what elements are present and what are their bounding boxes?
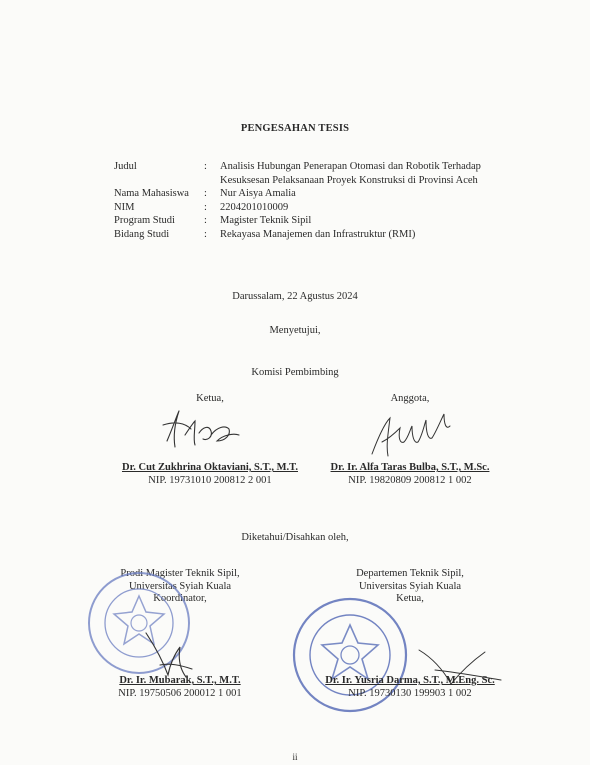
info-label: NIM [114,201,135,213]
chair-signature-icon [155,405,245,455]
info-label: Nama Mahasiswa [114,188,189,200]
info-label: Program Studi [114,215,175,227]
chair-block [100,462,320,487]
left-official-block [80,675,280,700]
right-official-block [305,675,515,700]
page-number: ii [292,752,298,762]
right-official-nip: NIP. 19730130 199903 1 002 [348,687,472,699]
info-colon: : [204,201,207,213]
unit-line: Prodi Magister Teknik Sipil, [120,568,240,579]
unit-line: Universitas Syiah Kuala [128,580,232,592]
info-colon: : [204,161,207,172]
info-label: Bidang Studi [114,228,170,240]
place-date: Darussalam, 22 Agustus 2024 [232,291,358,302]
info-value: Magister Teknik Sipil [220,215,312,227]
info-colon: : [204,215,207,227]
info-value-line: Analisis Hubungan Penerapan Otomasi dan Robotik Terhadap [220,161,481,172]
left-official-name: Dr. Ir. Mubarak, S.T., M.T. [119,675,241,686]
info-value: Nur Aisya Amalia [220,188,296,200]
unit-line: Departemen Teknik Sipil, [356,568,464,579]
member-signature-icon [368,408,458,463]
info-row-field [114,228,530,242]
committee-text: Komisi Pembimbing [251,367,339,378]
member-nip: NIP. 19820809 200812 1 002 [348,474,472,486]
chair-role: Ketua, [196,393,224,404]
info-value-line: Kesuksesan Pelaksanaan Proyek Konstruksi di Provinsi Aceh [220,174,478,186]
info-label: Judul [114,161,137,172]
right-official-name: Dr. Ir. Yusria Darma, S.T., M.Eng. Sc. [325,675,495,686]
info-value [220,160,530,187]
approve-text: Menyetujui, [269,325,321,336]
member-role: Anggota, [390,393,430,404]
chair-name: Dr. Cut Zukhrina Oktaviani, S.T., M.T. [121,462,298,473]
member-block [300,462,520,487]
info-row-title [114,160,530,187]
info-row-nim [114,201,530,215]
unit-line: Universitas Syiah Kuala [358,580,462,592]
info-row-program [114,214,530,228]
member-name: Dr. Ir. Alfa Taras Bulba, S.T., M.Sc. [330,462,490,473]
info-value: 2204201010009 [220,201,289,213]
unit-line: Ketua, [396,593,424,604]
unit-line: Koordinator, [153,593,207,604]
acknowledged-text: Diketahui/Disahkan oleh, [241,532,349,543]
info-row-student-name [114,187,530,201]
left-official-nip: NIP. 19750506 200012 1 001 [118,687,242,699]
info-value: Rekayasa Manajemen dan Infrastruktur (RMI) [220,228,416,240]
info-colon: : [204,228,207,240]
thesis-info-block [114,160,530,242]
page-title: PENGESAHAN TESIS [240,123,350,134]
chair-nip: NIP. 19731010 200812 2 001 [148,474,272,486]
info-colon: : [204,188,207,200]
